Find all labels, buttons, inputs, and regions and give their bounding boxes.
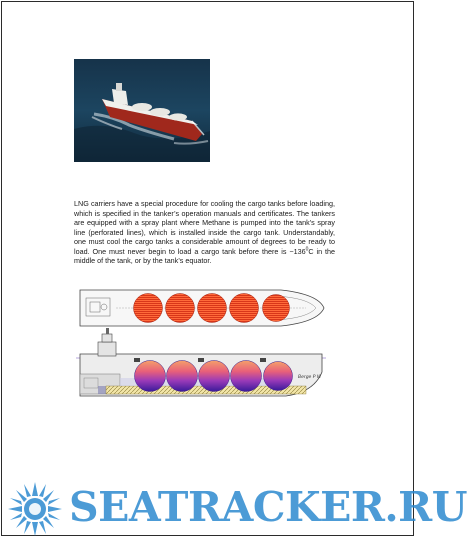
- plan-tank-4: [230, 294, 259, 323]
- body-paragraph: [74, 199, 335, 266]
- paragraph-text-part1: LNG carriers have a special procedure for cooling the cargo tanks before loading, which is specified in the tanker’s operation manuals and certificates. The tankers are equipped with a spray plant where Methane is pumped into the tank’s spray line (perforated lines), which is installed inside the cargo tank. Understandably, one must cool the cargo tanks a considerable amount of degrees to be ready to load. One must never begin to load a cargo tank before there is −136: [74, 199, 335, 256]
- side-tank-1: [135, 361, 166, 392]
- plan-tank-1: [134, 294, 163, 323]
- degree-superscript: 0: [305, 246, 309, 253]
- plan-view: [80, 290, 324, 326]
- paragraph-text-part2: C in the middle of the tank, or by the tank’s equator.: [74, 246, 335, 266]
- side-tank-3: [199, 361, 230, 392]
- lng-carrier-photo: [74, 59, 210, 162]
- side-tank-5: [264, 362, 293, 391]
- plan-tank-3: [198, 294, 227, 323]
- lng-tanker-diagram: [76, 288, 326, 404]
- plan-tank-2: [166, 294, 195, 323]
- seatracker-watermark: [6, 480, 467, 534]
- side-tank-2: [167, 361, 198, 392]
- sun-logo-icon: [6, 480, 66, 534]
- elevation-view: [76, 328, 326, 396]
- side-tank-4: [231, 361, 262, 392]
- tanker-plan-and-elevation: [76, 288, 326, 404]
- watermark-text: SEATRACKER.RU: [69, 483, 467, 531]
- plan-tank-5: [263, 295, 290, 322]
- ship-name-label: Berge P III: [298, 375, 321, 380]
- document-page: [1, 1, 467, 536]
- ship-photo-image: [74, 59, 210, 162]
